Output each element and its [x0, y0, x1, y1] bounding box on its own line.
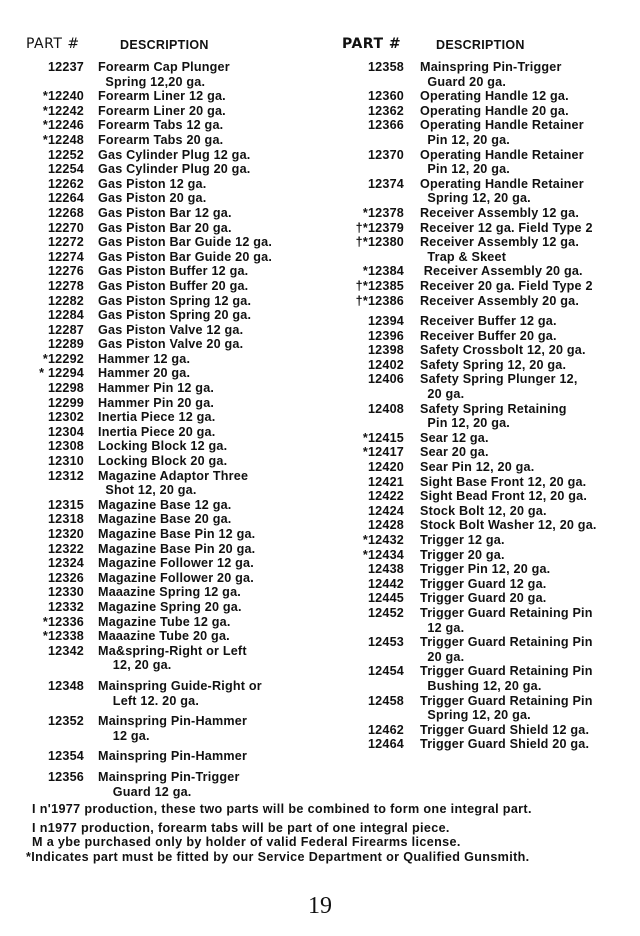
part-description: Locking Block 12 ga. [98, 439, 228, 454]
part-description: Stock Bolt Washer 12, 20 ga. [420, 518, 597, 533]
part-description: Magazine Base 12 ga. [98, 497, 232, 512]
part-row [338, 723, 638, 738]
part-number: 12268 [47, 205, 84, 220]
part-number: 12252 [47, 147, 84, 162]
part-description: Inertia Piece 20 ga. [98, 424, 216, 439]
part-description: Gas Piston Valve 20 ga. [98, 337, 244, 352]
part-number: * 12294 [39, 366, 84, 381]
part-number: 12352 [47, 714, 84, 729]
part-number: 12370 [367, 147, 404, 162]
part-row [22, 714, 322, 743]
part-number: *12417 [362, 445, 404, 460]
part-row [22, 162, 322, 177]
part-description: Inertia Piece 12 ga. [98, 410, 216, 425]
part-number: 12332 [47, 599, 84, 614]
part-number: 12315 [47, 497, 84, 512]
part-number: 12454 [367, 664, 404, 679]
part-description: Safety Spring Plunger 12, 20 ga. [420, 372, 578, 402]
part-description: Gas Piston Buffer 20 ga. [98, 278, 249, 293]
part-number: †*12380 [355, 235, 404, 250]
left-column [22, 34, 322, 799]
part-number: *12240 [42, 89, 84, 104]
part-row [338, 104, 638, 119]
part-description: Operating Handle Retainer Pin 12, 20 ga. [420, 118, 584, 147]
part-number: 12358 [367, 60, 404, 74]
part-number: *12378 [362, 205, 404, 220]
right-column-header [338, 34, 638, 56]
part-number: 12445 [367, 591, 404, 606]
part-number: *12338 [42, 629, 84, 644]
part-row [338, 548, 638, 563]
part-row [22, 148, 322, 163]
part-description: Trigger Guard Retaining Pin Spring 12, 20 ga. [420, 693, 593, 723]
part-row [22, 425, 322, 440]
part-row [22, 279, 322, 294]
part-row [22, 294, 322, 309]
part-number: 12406 [367, 372, 404, 387]
part-row [338, 206, 638, 221]
part-row [22, 644, 322, 673]
part-row [22, 221, 322, 236]
part-number: 12264 [47, 191, 84, 206]
part-description: Receiver Assembly 12 ga. Trap & Skeet [420, 235, 580, 264]
page-number: 19 [308, 893, 332, 919]
part-number: 12322 [47, 541, 84, 556]
part-row [338, 343, 638, 358]
part-number: 12362 [367, 103, 404, 118]
part-row [22, 366, 322, 381]
part-description: Trigger Guard Shield 12 ga. [420, 722, 590, 737]
part-description: Magazine Adaptor Three Shot 12, 20 ga. [98, 468, 249, 498]
part-number: *12434 [362, 547, 404, 562]
part-row [338, 177, 638, 206]
part-number: 12270 [47, 220, 84, 235]
part-description: Trigger Guard Retaining Pin Bushing 12, 20 ga. [420, 664, 593, 693]
part-row [22, 439, 322, 454]
part-number: 12318 [47, 512, 84, 527]
part-description: Gas Cylinder Plug 12 ga. [98, 147, 251, 162]
part-description: Mainspring Pin-Hammer 12 ga. [98, 714, 248, 743]
part-description: Receiver Buffer 20 ga. [420, 328, 557, 343]
part-description: Sear Pin 12, 20 ga. [420, 460, 535, 475]
part-row [338, 118, 638, 147]
part-number: 12272 [47, 235, 84, 250]
part-description: Magazine Base Pin 20 ga. [98, 541, 256, 556]
part-row [22, 381, 322, 396]
description-heading: DESCRIPTION [436, 38, 525, 52]
part-description: Receiver 20 ga. Field Type 2 [420, 278, 593, 293]
part-number-heading: PART # [26, 36, 80, 52]
part-row [22, 615, 322, 630]
part-description: Forearm Liner 20 ga. [98, 103, 226, 118]
part-row [22, 60, 322, 89]
part-number: 12420 [367, 460, 404, 475]
part-number: 12398 [367, 343, 404, 358]
part-number: 12278 [47, 278, 84, 293]
part-number: 12453 [367, 635, 404, 650]
part-description: Trigger 12 ga. [420, 533, 505, 547]
part-row [22, 410, 322, 425]
part-description: Hammer 12 ga. [98, 351, 191, 366]
part-row [338, 562, 638, 577]
part-number: 12458 [367, 693, 404, 708]
part-row [338, 314, 638, 329]
part-row [22, 679, 322, 708]
part-description: Sight Base Front 12, 20 ga. [420, 474, 587, 489]
part-number-heading: PART # [342, 36, 402, 52]
part-row [338, 148, 638, 177]
part-number: 12452 [367, 605, 404, 620]
part-description: Magazine Spring 20 ga. [98, 599, 242, 614]
part-description: Gas Piston Spring 12 ga. [98, 293, 252, 308]
part-number: 12304 [47, 424, 84, 439]
part-number: 12324 [47, 556, 84, 571]
footnote-dagger: I n'1977 production, these two parts will be combined to form one integral part. [32, 802, 532, 816]
part-row [22, 469, 322, 498]
part-number: †*12386 [355, 293, 404, 308]
part-description: Sear 12 ga. [420, 430, 489, 445]
part-description: Sight Bead Front 12, 20 ga. [420, 489, 588, 504]
part-description: Safety Spring Retaining Pin 12, 20 ga. [420, 401, 567, 431]
part-description: Mainspring Pin-Trigger Guard 20 ga. [420, 60, 562, 89]
part-row [338, 504, 638, 519]
part-description: Operating Handle Retainer Spring 12, 20 ga. [420, 176, 584, 206]
part-number: 12421 [367, 474, 404, 489]
part-description: Gas Piston Valve 12 ga. [98, 322, 244, 337]
footnotes [26, 802, 632, 868]
part-row [338, 460, 638, 475]
description-heading: DESCRIPTION [120, 38, 209, 52]
part-row [338, 235, 638, 264]
part-row [338, 402, 638, 431]
part-row [22, 454, 322, 469]
part-description: Receiver 12 ga. Field Type 2 [420, 220, 593, 235]
part-row [338, 489, 638, 504]
part-description: Receiver Assembly 20 ga. [420, 264, 583, 279]
part-number: *12246 [42, 118, 84, 133]
part-number: *12292 [42, 351, 84, 366]
footnote-fitting: *Indicates part must be fitted by our Service Department or Qualified Gunsmith. [26, 849, 530, 864]
part-description: Gas Piston Buffer 12 ga. [98, 264, 249, 279]
part-number: *12242 [42, 103, 84, 118]
part-row [338, 664, 638, 693]
part-description: Gas Piston Bar 20 ga. [98, 220, 232, 235]
part-description: Magazine Base Pin 12 ga. [98, 527, 256, 541]
part-description: Trigger Guard Shield 20 ga. [420, 737, 590, 752]
part-row [338, 60, 638, 89]
part-number: 12308 [47, 439, 84, 454]
part-row [22, 770, 322, 799]
part-description: Stock Bolt 12, 20 ga. [420, 503, 547, 518]
part-row [22, 308, 322, 323]
part-row [22, 512, 322, 527]
part-description: Operating Handle 20 ga. [420, 103, 569, 118]
part-row [22, 337, 322, 352]
part-description: Trigger Guard 12 ga. [420, 576, 547, 591]
part-row [338, 329, 638, 344]
part-row [22, 396, 322, 411]
part-number: 12360 [367, 89, 404, 104]
part-description: Hammer Pin 20 ga. [98, 395, 215, 410]
part-number: 12326 [47, 570, 84, 585]
part-row [338, 737, 638, 752]
part-description: Forearm Tabs 12 ga. [98, 118, 224, 133]
part-description: Trigger 20 ga. [420, 547, 505, 562]
part-number: 12354 [47, 749, 84, 764]
part-row [22, 191, 322, 206]
part-number: 12428 [367, 518, 404, 533]
part-number: 12274 [47, 249, 84, 264]
part-number: 12424 [367, 503, 404, 518]
part-row [338, 591, 638, 606]
part-number: *12384 [362, 264, 404, 279]
part-row [338, 264, 638, 279]
part-description: Maaazine Tube 20 ga. [98, 629, 230, 644]
part-number: 12276 [47, 264, 84, 279]
part-number: 12312 [47, 468, 84, 483]
part-row [22, 749, 322, 764]
part-row [22, 177, 322, 192]
part-description: Trigger Pin 12, 20 ga. [420, 562, 551, 577]
part-row [338, 577, 638, 592]
part-row [338, 606, 638, 635]
part-description: Operating Handle Retainer Pin 12, 20 ga. [420, 147, 584, 177]
part-description: Magazine Follower 12 ga. [98, 556, 254, 571]
part-number: 12330 [47, 585, 84, 600]
part-row [22, 352, 322, 367]
part-row [338, 358, 638, 373]
part-row [338, 221, 638, 236]
part-row [22, 527, 322, 542]
part-row [338, 518, 638, 533]
part-row [338, 475, 638, 490]
part-row [22, 600, 322, 615]
part-row [338, 445, 638, 460]
part-description: Forearm Tabs 20 ga. [98, 132, 224, 147]
part-row [338, 294, 638, 309]
right-column [338, 34, 638, 752]
part-number: 12237 [47, 60, 84, 74]
part-number: 12287 [47, 322, 84, 337]
part-number: 12262 [47, 176, 84, 191]
part-row [22, 235, 322, 250]
part-row [22, 556, 322, 571]
part-row [338, 89, 638, 104]
part-description: Gas Cylinder Plug 20 ga. [98, 162, 251, 177]
part-description: Magazine Base 20 ga. [98, 512, 232, 527]
part-description: Gas Piston 12 ga. [98, 176, 207, 191]
part-row [338, 372, 638, 401]
part-row [22, 133, 322, 148]
footnote-forearm-tabs: I n1977 production, forearm tabs will be part of one integral piece. [32, 820, 450, 835]
part-number: 12342 [47, 643, 84, 658]
part-description: Receiver Assembly 12 ga. [420, 205, 580, 220]
part-row [338, 694, 638, 723]
part-number: *12432 [362, 533, 404, 547]
part-description: Hammer 20 ga. [98, 366, 191, 381]
part-number: 12282 [47, 293, 84, 308]
part-row [22, 250, 322, 265]
part-number: 12374 [367, 176, 404, 191]
part-number: 12310 [47, 454, 84, 469]
part-description: Trigger Guard Retaining Pin 12 ga. [420, 605, 593, 635]
part-number: *12415 [362, 430, 404, 445]
part-row [22, 629, 322, 644]
part-number: 12254 [47, 162, 84, 177]
part-row [338, 279, 638, 294]
part-description: Trigger Guard Retaining Pin 20 ga. [420, 635, 593, 664]
right-parts-list [338, 60, 638, 752]
part-description: Magazine Tube 12 ga. [98, 614, 231, 629]
part-number: 12348 [47, 678, 84, 693]
left-column-header [22, 34, 322, 56]
part-row [22, 89, 322, 104]
part-number: 12289 [47, 337, 84, 352]
part-description: Hammer Pin 12 ga. [98, 381, 215, 396]
part-number: †*12385 [355, 278, 404, 293]
part-number: 12438 [367, 562, 404, 577]
part-description: Gas Piston Bar Guide 12 ga. [98, 235, 273, 250]
part-number: 12402 [367, 357, 404, 372]
part-description: Gas Piston 20 ga. [98, 191, 207, 206]
footnote-license: M a ybe purchased only by holder of valid Federal Firearms license. [32, 835, 461, 849]
part-row [338, 533, 638, 548]
part-number: 12464 [367, 737, 404, 752]
part-number: 12356 [47, 769, 84, 784]
part-description: Locking Block 20 ga. [98, 454, 228, 469]
part-row [338, 431, 638, 446]
part-description: Mainspring Pin-Trigger Guard 12 ga. [98, 769, 240, 799]
part-number: 12366 [367, 118, 404, 133]
part-number: 12284 [47, 308, 84, 323]
part-description: Magazine Follower 20 ga. [98, 570, 254, 585]
part-description: Safety Spring 12, 20 ga. [420, 357, 567, 372]
part-number: 12396 [367, 328, 404, 343]
part-description: Gas Piston Spring 20 ga. [98, 308, 252, 323]
part-description: Receiver Assembly 20 ga. [420, 293, 580, 308]
part-description: Sear 20 ga. [420, 445, 489, 460]
part-description: Mainspring Guide-Right or Left 12. 20 ga. [98, 678, 262, 708]
part-number: 12302 [47, 410, 84, 425]
part-number: †*12379 [355, 220, 404, 235]
part-description: Gas Piston Bar Guide 20 ga. [98, 249, 273, 264]
part-description: Mainspring Pin-Hammer [98, 749, 248, 764]
left-parts-list [22, 60, 322, 799]
part-number: 12422 [367, 489, 404, 504]
part-number: 12299 [47, 395, 84, 410]
part-description: Forearm Cap Plunger Spring 12,20 ga. [98, 60, 230, 89]
part-number: *12248 [42, 132, 84, 147]
part-description: Gas Piston Bar 12 ga. [98, 205, 232, 220]
part-row [22, 571, 322, 586]
part-description: Forearm Liner 12 ga. [98, 89, 226, 104]
part-number: 12462 [367, 722, 404, 737]
part-number: 12298 [47, 381, 84, 396]
part-row [22, 323, 322, 338]
part-number: 12320 [47, 527, 84, 541]
part-number: 12442 [367, 576, 404, 591]
part-number: 12408 [367, 401, 404, 416]
part-description: Maaazine Spring 12 ga. [98, 585, 241, 600]
part-row [22, 104, 322, 119]
part-description: Receiver Buffer 12 ga. [420, 314, 557, 329]
part-row [338, 635, 638, 664]
part-description: Safety Crossbolt 12, 20 ga. [420, 343, 586, 358]
part-row [22, 206, 322, 221]
part-row [22, 118, 322, 133]
part-number: *12336 [42, 614, 84, 629]
part-description: Trigger Guard 20 ga. [420, 591, 547, 606]
part-description: Ma&spring-Right or Left 12, 20 ga. [98, 643, 247, 673]
part-row [22, 498, 322, 513]
part-row [22, 585, 322, 600]
part-row [22, 264, 322, 279]
part-row [22, 542, 322, 557]
part-number: 12394 [367, 314, 404, 329]
part-description: Operating Handle 12 ga. [420, 89, 569, 104]
